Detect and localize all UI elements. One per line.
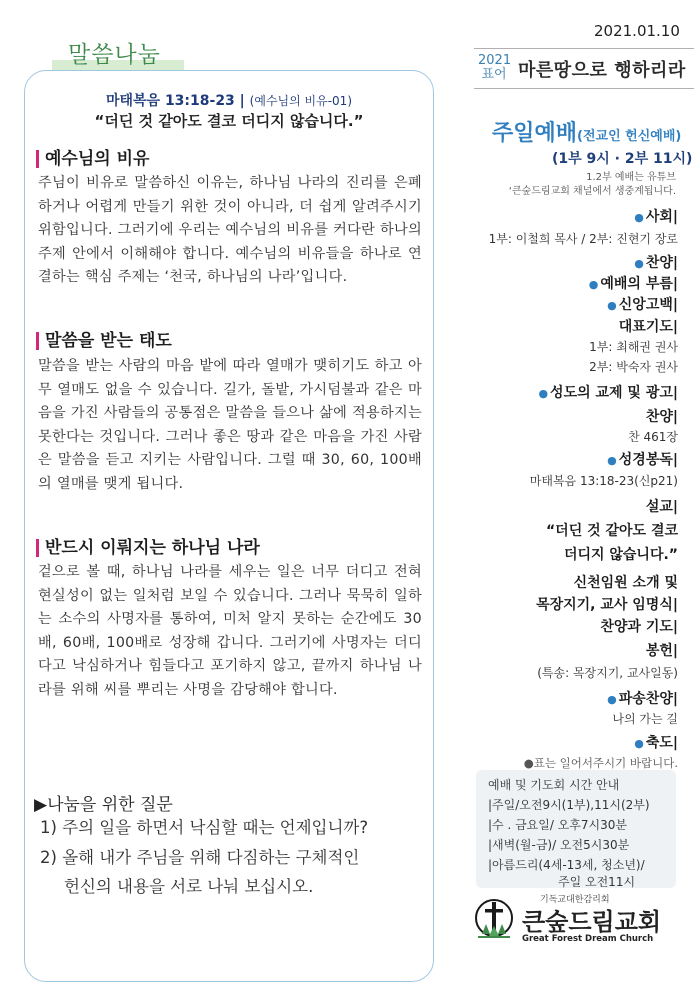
section-body: 말씀을 받는 사람의 마음 밭에 따라 열매가 맺히기도 하고 아무 열매도 없을 수 있습니다. 길가, 돌밭, 가시덤불과 같은 마음을 가진 사람들의 공통점은 말씀을 들으나 삶에 적용하지는 못한다는 것입니다. 그러나 좋은 땅과 같은 마음을 가진 사람은 말씀을 듣고 지키는 사람입니다. 그럴 때 30, 60, 100배의 열매를 맺게 됩니다. (38, 358, 422, 492)
schedule-title: 예배 및 기도회 시간 안내 (488, 778, 620, 792)
order-item-hymn: 찬양| (645, 409, 678, 425)
questions-title: ▶나눔을 위한 질문 (34, 795, 173, 815)
order-item-offering: 봉헌| (645, 643, 678, 659)
ordination-line-2: 목장지기, 교사 임명식| (536, 597, 678, 613)
sermon-quote: “더딘 것 같아도 결코 더디지 않습니다.” (94, 112, 364, 130)
livestream-note: ‘큰숲드림교회 채널에서 생중계됩니다. (508, 186, 676, 197)
order-item-announcements: ● 성도의 교제 및 광고| (538, 385, 678, 401)
question-2-continued: 헌신의 내용을 서로 나눠 보십시오. (64, 877, 314, 896)
worship-title-sub: (전교인 헌신예배) (577, 129, 682, 144)
order-item-scripture: ● 성경봉독| (607, 452, 678, 468)
church-name: 큰숲드림교회 (522, 908, 662, 936)
section-title: 말씀을 받는 태도 (36, 332, 172, 350)
divider (474, 88, 694, 89)
order-item-sermon: 설교| (645, 499, 678, 515)
year-motto: 마른땅으로 행하리라 (518, 60, 686, 81)
sermon-title-line-1: “더딘 것 같아도 결코 (545, 523, 678, 539)
standing-dot-icon: ● (607, 299, 617, 312)
standing-notice: ●표는 일어서주시기 바랍니다. (523, 756, 678, 770)
order-item-praise-prayer: 찬양과 기도| (600, 619, 678, 635)
order-item-creed: ● 신앙고백| (607, 297, 678, 313)
church-name-english: Great Forest Dream Church (522, 934, 654, 944)
divider (474, 48, 694, 49)
order-item-praise: ● 찬양| (634, 255, 678, 271)
prayer-leader-1: 1부: 최해권 권사 (589, 340, 678, 354)
order-host-names: 1부: 이철희 목사 / 2부: 진현기 장로 (488, 232, 678, 246)
standing-dot-icon: ● (634, 257, 644, 270)
order-item-prayer: 대표기도| (618, 319, 678, 335)
order-item-benediction: ● 축도| (634, 735, 678, 751)
worship-times: (1부 9시 · 2부 11시) (552, 151, 693, 167)
standing-dot-icon: ● (607, 454, 617, 467)
year-number: 2021 (478, 53, 512, 68)
section-body: 주님이 비유로 말씀하신 이유는, 하나님 나라의 진리를 은폐하거나 어렵게 만들기 위한 것이 아니라, 더 쉽게 알려주시기 위함입니다. 그러기에 우리는 예수님의 비유를 커다란 하나의 주제 안에서 이해해야 합니다. 예수님의 비유들을 하나로 연결하는 핵심 주제는 ‘천국, 하나님의 나라’입니다. (38, 175, 422, 286)
standing-dot-icon: ● (634, 211, 644, 224)
section-title: 예수님의 비유 (36, 150, 149, 168)
denomination-label: 기독교대한감리회 (540, 895, 610, 905)
bulletin-date: 2021.01.10 (594, 22, 680, 40)
schedule-line: |아름드리(4세-13세, 청소년)/ (488, 858, 645, 872)
hymn-number: 찬 461장 (628, 430, 678, 444)
schedule-line: |수 . 금요일/ 오후7시30분 (488, 818, 627, 832)
question-1: 1) 주의 일을 하면서 낙심할 때는 언제입니까? (40, 818, 369, 837)
scripture-text: 마태복음 13:18-23 | (105, 93, 245, 109)
church-logo-icon (474, 896, 514, 946)
section-title: 반드시 이뤄지는 하나님 나라 (36, 539, 260, 557)
schedule-line: |새벽(월-금)/ 오전5시30분 (488, 838, 630, 852)
year-label (478, 54, 510, 82)
order-item-call-to-worship: ● 예배의 부름| (588, 276, 678, 292)
livestream-note: 1.2부 예배는 유튜브 (586, 172, 676, 183)
order-item-closing-hymn: ● 파송찬양| (607, 691, 678, 707)
order-item-host: ● 사회| (634, 209, 678, 225)
question-2: 2) 올해 내가 주님을 위해 다짐하는 구체적인 (40, 848, 360, 867)
worship-title (492, 116, 681, 147)
closing-hymn-title: 나의 가는 길 (612, 712, 678, 726)
section-body: 겉으로 볼 때, 하나님 나라를 세우는 일은 너무 더디고 전혀 현실성이 없는 일처럼 보일 수 있습니다. 그러나 묵묵히 일하는 소수의 사명자를 통하여, 미처 알지 못하는 순간에도 30배, 60배, 100배로 성장해 갑니다. 그러기에 사명자는 더디다고 낙심하거나 힘들다고 포기하지 않고, 끝까지 하나님 나라를 위해 씨를 뿌리는 사명을 감당해야 합니다. (38, 564, 422, 698)
prayer-leader-2: 2부: 박숙자 권사 (589, 360, 678, 374)
scripture-reference (24, 90, 434, 110)
sermon-title-line-2: 더디지 않습니다.” (563, 547, 678, 563)
scripture-reading: 마태복음 13:18-23(신p21) (529, 474, 678, 488)
ordination-line-1: 신천임원 소개 및 (573, 575, 678, 591)
standing-dot-icon: ● (588, 278, 599, 291)
scripture-series: (예수님의 비유-01) (249, 94, 353, 108)
worship-title-text: 주일예배 (492, 121, 578, 146)
standing-dot-icon: ● (634, 737, 644, 750)
offering-note: (특송: 목장지기, 교사일동) (537, 666, 678, 680)
standing-dot-icon: ● (607, 693, 617, 706)
schedule-line: |주일/오전9시(1부),11시(2부) (488, 798, 650, 812)
page-title: 말씀나눔 (68, 42, 161, 68)
standing-dot-icon: ● (538, 387, 549, 400)
schedule-line: 주일 오전11시 (558, 875, 636, 889)
year-caption: 표어 (481, 67, 507, 82)
